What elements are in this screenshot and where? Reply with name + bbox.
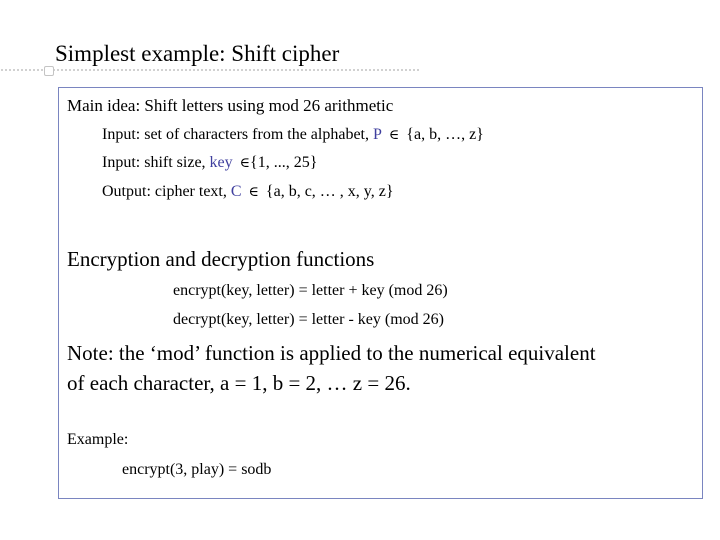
example-label: Example: <box>67 431 129 448</box>
input-characters-label: Input: set of characters from the alphabet, <box>102 126 369 143</box>
title-divider <box>0 68 420 74</box>
example-text: encrypt(3, play) = sodb <box>122 461 272 478</box>
ciphertext-alphabet-set: {a, b, c, … , x, y, z} <box>265 183 394 200</box>
divider-marker <box>44 66 54 76</box>
main-idea-heading: Main idea: Shift letters using mod 26 arithmetic <box>67 96 394 115</box>
input-shift-label: Input: shift size, <box>102 154 206 171</box>
output-line <box>102 182 394 202</box>
note-line-1: Note: the ‘mod’ function is applied to the numerical equivalent <box>67 341 596 365</box>
input-shift-line <box>102 153 317 173</box>
key-variable: key <box>209 154 233 171</box>
functions-heading: Encryption and decryption functions <box>67 247 375 271</box>
plaintext-alphabet-set: {a, b, …, z} <box>406 126 484 143</box>
element-of-symbol: ∈ <box>248 184 259 200</box>
content-box <box>58 87 703 499</box>
plaintext-variable: P <box>373 126 382 143</box>
key-range-set: {1, ..., 25} <box>250 154 318 171</box>
output-label: Output: cipher text, <box>102 183 227 200</box>
decrypt-formula: decrypt(key, letter) = letter - key (mod 26) <box>173 311 444 328</box>
element-of-symbol: ∈ <box>239 155 251 171</box>
note-line-2: of each character, a = 1, b = 2, … z = 26. <box>67 371 411 395</box>
ciphertext-variable: C <box>230 183 242 200</box>
slide-title: Simplest example: Shift cipher <box>55 41 340 66</box>
encrypt-formula: encrypt(key, letter) = letter + key (mod 26) <box>173 282 448 299</box>
element-of-symbol: ∈ <box>388 127 400 143</box>
input-characters-line <box>102 125 484 145</box>
